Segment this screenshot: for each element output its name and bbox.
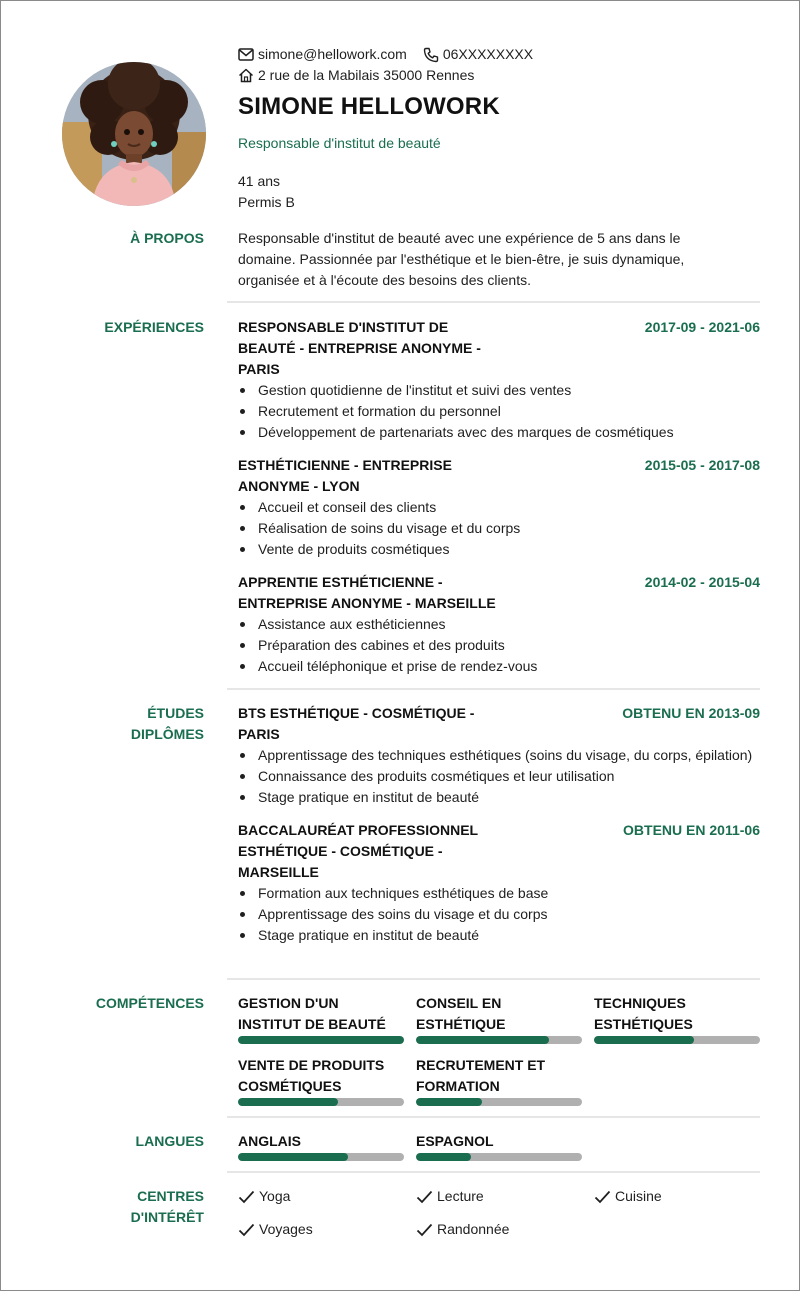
experience-entry	[238, 317, 760, 443]
interest-item	[594, 1186, 760, 1207]
title-line: PARIS	[238, 726, 280, 742]
interest-item	[238, 1219, 416, 1240]
education-bullets	[238, 745, 760, 808]
list-item: Développement de partenariats avec des marques de cosmétiques	[238, 422, 760, 443]
check-icon	[416, 1190, 433, 1204]
title-line: ENTREPRISE ANONYME - MARSEILLE	[238, 595, 496, 611]
experience-entry	[238, 455, 760, 560]
list-item: Apprentissage des soins du visage et du corps	[238, 904, 760, 925]
language-level-fill	[238, 1153, 348, 1161]
label-line: D'INTÉRÊT	[130, 1209, 204, 1225]
title-line: ESTHÉTIQUE - COSMÉTIQUE -	[238, 843, 443, 859]
skill-item	[416, 1055, 582, 1106]
about-line: organisée et à l'écoute des besoins des clients.	[238, 272, 531, 288]
list-item: Gestion quotidienne de l'institut et suivi des ventes	[238, 380, 760, 401]
experience-bullets	[238, 497, 760, 560]
about-line: domaine. Passionnée par l'esthétique et le bien-être, je suis dynamique,	[238, 251, 685, 267]
section-divider	[227, 1171, 760, 1173]
experience-date: 2017-09 - 2021-06	[644, 319, 760, 335]
education-title	[238, 820, 478, 883]
language-level-bar	[416, 1153, 582, 1161]
interest-label: Yoga	[259, 1188, 291, 1204]
about-line: Responsable d'institut de beauté avec une expérience de 5 ans dans le	[238, 230, 681, 246]
languages-grid	[238, 1131, 760, 1161]
skill-level-bar	[416, 1036, 582, 1044]
languages-label: LANGUES	[135, 1133, 204, 1149]
title-line: MARSEILLE	[238, 864, 319, 880]
skill-level-fill	[416, 1098, 482, 1106]
title-line: BACCALAURÉAT PROFESSIONNEL	[238, 822, 479, 838]
list-item: Apprentissage des techniques esthétiques (soins du visage, du corps, épilation)	[238, 745, 760, 766]
candidate-name: SIMONE HELLOWORK	[238, 93, 500, 120]
language-name: ESPAGNOL	[416, 1133, 494, 1149]
job-title: Responsable d'institut de beauté	[238, 135, 441, 151]
skill-name: GESTION D'UN INSTITUT DE BEAUTÉ	[238, 995, 386, 1032]
experience-title	[238, 572, 496, 614]
interest-label: Cuisine	[615, 1188, 662, 1204]
experience-date: 2015-05 - 2017-08	[644, 457, 760, 473]
list-item: Stage pratique en institut de beauté	[238, 925, 760, 946]
interest-item	[416, 1219, 594, 1240]
experience-title	[238, 317, 481, 380]
title-line: RESPONSABLE D'INSTITUT DE	[238, 319, 449, 335]
skills-label: COMPÉTENCES	[95, 995, 204, 1011]
interest-label: Randonnée	[437, 1221, 510, 1237]
title-line: ANONYME - LYON	[238, 478, 360, 494]
interest-item	[416, 1186, 594, 1207]
interest-label: Lecture	[437, 1188, 484, 1204]
about-text	[238, 228, 760, 291]
contact-block	[238, 44, 533, 86]
experience-date: 2014-02 - 2015-04	[644, 574, 760, 590]
list-item: Stage pratique en institut de beauté	[238, 787, 760, 808]
list-item: Réalisation de soins du visage et du corps	[238, 518, 760, 539]
language-item	[416, 1131, 582, 1161]
check-icon	[594, 1190, 611, 1204]
list-item: Formation aux techniques esthétiques de base	[238, 883, 760, 904]
address-text: 2 rue de la Mabilais 35000 Rennes	[258, 67, 475, 83]
list-item: Recrutement et formation du personnel	[238, 401, 760, 422]
skill-level-fill	[416, 1036, 549, 1044]
envelope-icon	[238, 47, 254, 63]
skill-level-fill	[238, 1098, 338, 1106]
title-line: PARIS	[238, 361, 280, 377]
experience-bullets	[238, 614, 760, 677]
check-icon	[238, 1190, 255, 1204]
skill-name: CONSEIL EN ESTHÉTIQUE	[416, 995, 506, 1032]
experience-label: EXPÉRIENCES	[104, 319, 204, 335]
phone-text[interactable]: 06XXXXXXXX	[442, 46, 534, 62]
list-item: Vente de produits cosmétiques	[238, 539, 760, 560]
skill-item	[416, 993, 582, 1044]
license-text: Permis B	[238, 194, 295, 210]
skill-name: TECHNIQUES ESTHÉTIQUES	[594, 995, 693, 1032]
section-divider	[227, 688, 760, 690]
skill-item	[238, 993, 404, 1044]
language-level-bar	[238, 1153, 404, 1161]
section-divider	[227, 301, 760, 303]
check-icon	[416, 1223, 433, 1237]
list-item: Accueil téléphonique et prise de rendez-vous	[238, 656, 760, 677]
interest-label: Voyages	[259, 1221, 313, 1237]
age-text: 41 ans	[238, 173, 281, 189]
language-level-fill	[416, 1153, 471, 1161]
education-list	[238, 703, 760, 946]
title-line: APPRENTIE ESTHÉTICIENNE -	[238, 574, 443, 590]
education-entry	[238, 820, 760, 946]
skill-level-bar	[238, 1036, 404, 1044]
experience-bullets	[238, 380, 760, 443]
house-icon	[238, 68, 254, 84]
education-date: OBTENU EN 2011-06	[623, 822, 760, 838]
list-item: Accueil et conseil des clients	[238, 497, 760, 518]
interests-label	[131, 1186, 204, 1228]
skill-name: VENTE DE PRODUITS COSMÉTIQUES	[238, 1057, 385, 1094]
language-item	[238, 1131, 404, 1161]
skill-name: RECRUTEMENT ET FORMATION	[416, 1057, 546, 1094]
experience-list	[238, 317, 760, 677]
skill-level-bar	[594, 1036, 760, 1044]
email-text[interactable]: simone@hellowork.com	[258, 46, 407, 62]
interest-item	[238, 1186, 416, 1207]
education-bullets	[238, 883, 760, 946]
education-title	[238, 703, 474, 745]
language-name: ANGLAIS	[238, 1133, 301, 1149]
phone-icon	[423, 47, 439, 63]
skill-item	[238, 1055, 404, 1106]
title-line: BEAUTÉ - ENTREPRISE ANONYME -	[238, 340, 481, 356]
skill-level-bar	[416, 1098, 582, 1106]
skill-level-fill	[594, 1036, 694, 1044]
label-line: CENTRES	[137, 1188, 204, 1204]
list-item: Préparation des cabines et des produits	[238, 635, 760, 656]
experience-title	[238, 455, 452, 497]
personal-info	[238, 171, 295, 213]
section-divider	[227, 978, 760, 980]
skill-item	[594, 993, 760, 1044]
list-item: Assistance aux esthéticiennes	[238, 614, 760, 635]
label-line: DIPLÔMES	[130, 726, 204, 742]
skill-level-bar	[238, 1098, 404, 1106]
education-date: OBTENU EN 2013-09	[622, 705, 760, 721]
title-line: ESTHÉTICIENNE - ENTREPRISE	[238, 457, 452, 473]
experience-entry	[238, 572, 760, 677]
education-entry	[238, 703, 760, 808]
section-divider	[227, 1116, 760, 1118]
label-line: ÉTUDES	[147, 705, 204, 721]
title-line: BTS ESTHÉTIQUE - COSMÉTIQUE -	[238, 705, 475, 721]
education-label	[131, 703, 204, 745]
check-icon	[238, 1223, 255, 1237]
skills-grid	[238, 993, 760, 1106]
skill-level-fill	[238, 1036, 404, 1044]
profile-photo	[62, 62, 206, 206]
list-item: Connaissance des produits cosmétiques et leur utilisation	[238, 766, 760, 787]
interests-grid	[238, 1186, 760, 1240]
about-label: À PROPOS	[130, 230, 204, 246]
